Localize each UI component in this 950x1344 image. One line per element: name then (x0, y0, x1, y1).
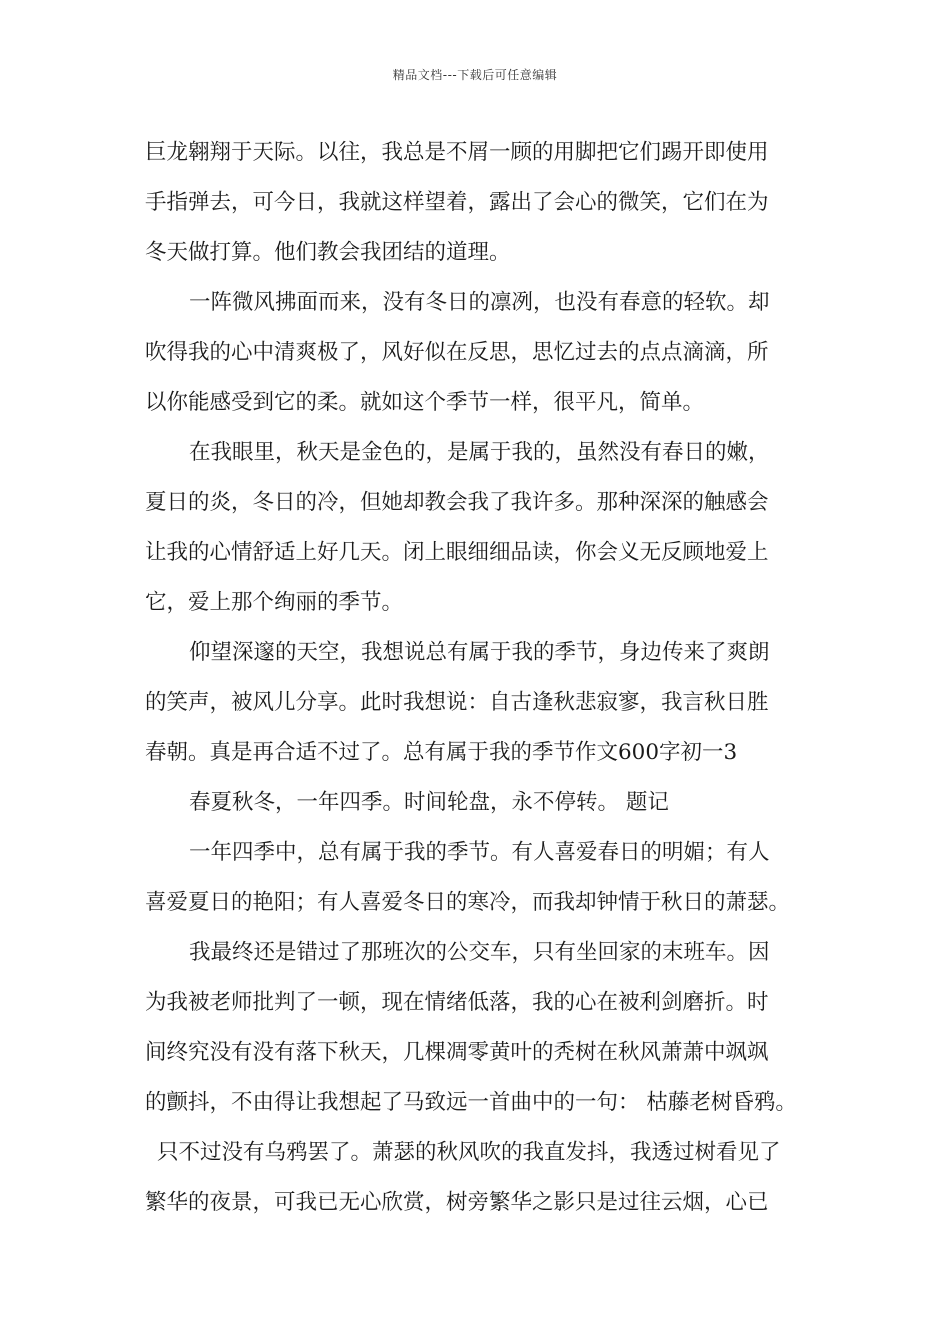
text-line: 冬天做打算。他们教会我团结的道理。 (145, 240, 511, 265)
text-line: 在我眼里，秋天是金色的，是属于我的，虽然没有春日的嫩， (189, 440, 770, 465)
text-line: 巨龙翱翔于天际。以往，我总是不屑一顾的用脚把它们踢开即使用 (145, 140, 769, 165)
text-line: 为我被老师批判了一顿，现在情绪低落，我的心在被利剑磨折。时 (145, 990, 769, 1015)
text-line: 喜爱夏日的艳阳；有人喜爱冬日的寒冷，而我却钟情于秋日的萧瑟。 (145, 890, 791, 915)
text-line: 春夏秋冬，一年四季。时间轮盘，永不停转。 题记 (189, 790, 669, 815)
text-line: 只不过没有乌鸦罢了。萧瑟的秋风吹的我直发抖，我透过树看见了 (157, 1140, 781, 1165)
text-line: 仰望深邃的天空，我想说总有属于我的季节，身边传来了爽朗 (189, 640, 770, 665)
text-line: 吹得我的心中清爽极了，风好似在反思，思忆过去的点点滴滴，所 (145, 340, 769, 365)
text-line: 让我的心情舒适上好几天。闭上眼细细品读，你会义无反顾地爱上 (145, 540, 769, 565)
text-line: 一阵微风拂面而来，没有冬日的凛冽，也没有春意的轻软。却 (189, 290, 770, 315)
text-line: 以你能感受到它的柔。就如这个季节一样，很平凡，简单。 (145, 390, 705, 415)
text-line: 间终究没有没有落下秋天，几棵凋零黄叶的秃树在秋风萧萧中飒飒 (145, 1040, 769, 1065)
text-line: 的颤抖，不由得让我想起了马致远一首曲中的一句： 枯藤老树昏鸦。 (145, 1090, 797, 1115)
text-line: 手指弹去，可今日，我就这样望着，露出了会心的微笑，它们在为 (145, 190, 769, 215)
text-line: 它，爱上那个绚丽的季节。 (145, 590, 404, 615)
text-line: 我最终还是错过了那班次的公交车，只有坐回家的末班车。因 (189, 940, 770, 965)
text-line: 夏日的炎，冬日的冷，但她却教会我了我许多。那种深深的触感会 (145, 490, 769, 515)
page-header: 精品文档---下载后可任意编辑 (392, 68, 558, 82)
document-body (145, 128, 810, 1228)
text-line: 一年四季中，总有属于我的季节。有人喜爱春日的明媚；有人 (189, 840, 770, 865)
text-line: 春朝。真是再合适不过了。总有属于我的季节作文600字初一3 (145, 740, 738, 765)
text-line: 的笑声，被风儿分享。此时我想说：自古逢秋悲寂寥，我言秋日胜 (145, 690, 769, 715)
text-line: 繁华的夜景，可我已无心欣赏，树旁繁华之影只是过往云烟，心已 (145, 1190, 769, 1215)
